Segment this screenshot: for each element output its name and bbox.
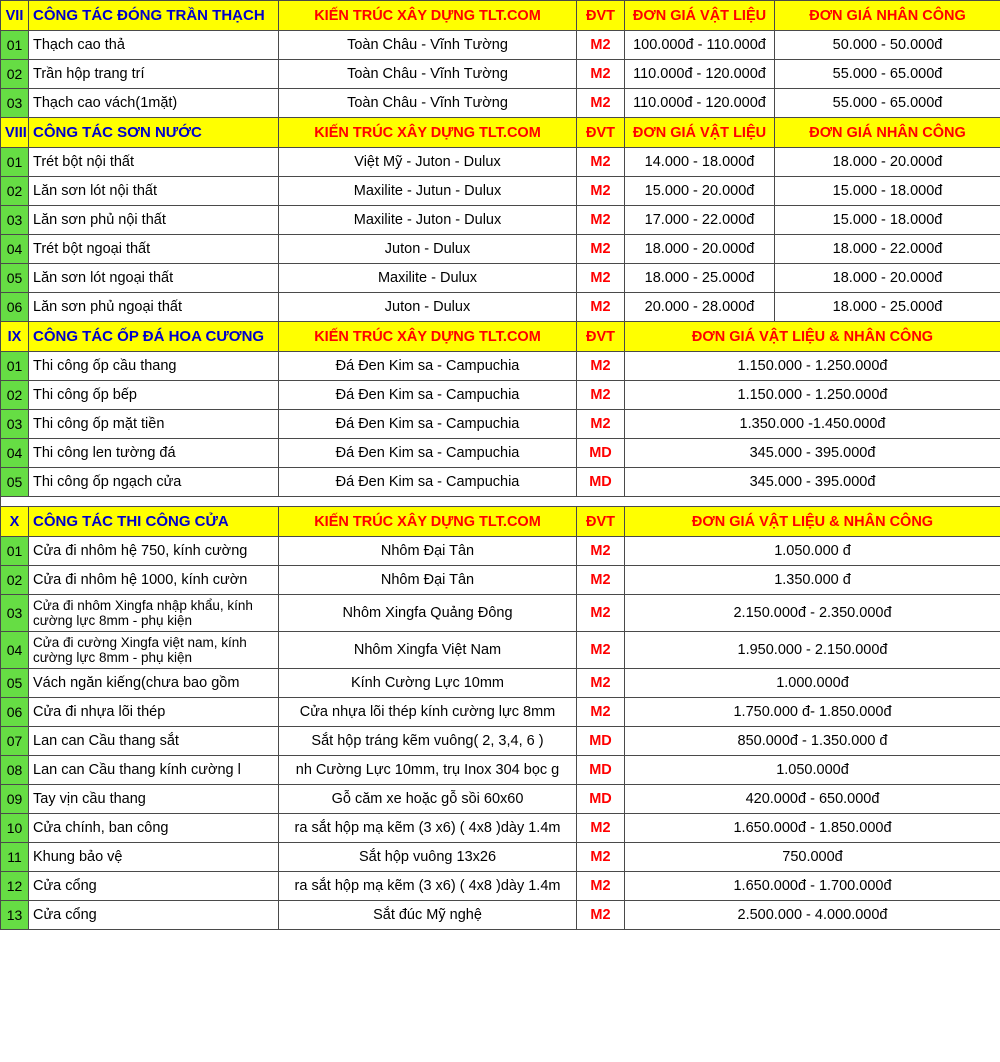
table-row bbox=[1, 814, 1000, 843]
section-brand: KIẾN TRÚC XÂY DỰNG TLT.COM bbox=[279, 507, 577, 537]
section-material-price-header: ĐƠN GIÁ VẬT LIỆU bbox=[625, 118, 775, 148]
table-row bbox=[1, 595, 1000, 632]
section-title: CÔNG TÁC ĐÓNG TRẦN THẠCH bbox=[29, 1, 279, 31]
table-row bbox=[1, 872, 1000, 901]
row-index: 04 bbox=[1, 632, 29, 669]
row-brand: Juton - Dulux bbox=[279, 293, 577, 322]
section-combined-price-header: ĐƠN GIÁ VẬT LIỆU & NHÂN CÔNG bbox=[625, 322, 1000, 352]
table-row bbox=[1, 31, 1000, 60]
row-labor-price: 18.000 - 25.000đ bbox=[775, 293, 1000, 322]
row-unit: M2 bbox=[577, 901, 625, 930]
table-row bbox=[1, 177, 1000, 206]
section-index: VIII bbox=[1, 118, 29, 148]
section-brand: KIẾN TRÚC XÂY DỰNG TLT.COM bbox=[279, 322, 577, 352]
section-brand: KIẾN TRÚC XÂY DỰNG TLT.COM bbox=[279, 1, 577, 31]
row-combined-price: 850.000đ - 1.350.000 đ bbox=[625, 727, 1000, 756]
row-item-name: Cửa đi nhôm hệ 750, kính cường bbox=[29, 537, 279, 566]
row-brand: Gỗ căm xe hoặc gỗ sồi 60x60 bbox=[279, 785, 577, 814]
row-combined-price: 1.350.000 đ bbox=[625, 566, 1000, 595]
row-brand: Toàn Châu - Vĩnh Tường bbox=[279, 31, 577, 60]
row-item-name: Lan can Cầu thang kính cường l bbox=[29, 756, 279, 785]
table-row bbox=[1, 264, 1000, 293]
row-material-price: 17.000 - 22.000đ bbox=[625, 206, 775, 235]
table-row bbox=[1, 60, 1000, 89]
row-labor-price: 18.000 - 20.000đ bbox=[775, 264, 1000, 293]
row-combined-price: 2.150.000đ - 2.350.000đ bbox=[625, 595, 1000, 632]
section-brand: KIẾN TRÚC XÂY DỰNG TLT.COM bbox=[279, 118, 577, 148]
row-item-name: Thi công len tường đá bbox=[29, 439, 279, 468]
table-row bbox=[1, 843, 1000, 872]
row-item-name: Lăn sơn lót ngoại thất bbox=[29, 264, 279, 293]
row-combined-price: 1.350.000 -1.450.000đ bbox=[625, 410, 1000, 439]
table-row bbox=[1, 698, 1000, 727]
row-combined-price: 1.050.000đ bbox=[625, 756, 1000, 785]
row-combined-price: 2.500.000 - 4.000.000đ bbox=[625, 901, 1000, 930]
row-item-name: Cửa đi cường Xingfa việt nam, kính cường lực 8mm - phụ kiện bbox=[29, 632, 279, 669]
row-index: 07 bbox=[1, 727, 29, 756]
table-row bbox=[1, 293, 1000, 322]
row-combined-price: 750.000đ bbox=[625, 843, 1000, 872]
row-unit: MD bbox=[577, 785, 625, 814]
row-index: 02 bbox=[1, 60, 29, 89]
row-item-name: Khung bảo vệ bbox=[29, 843, 279, 872]
row-unit: M2 bbox=[577, 352, 625, 381]
row-index: 05 bbox=[1, 264, 29, 293]
row-labor-price: 15.000 - 18.000đ bbox=[775, 206, 1000, 235]
row-brand: Sắt hộp vuông 13x26 bbox=[279, 843, 577, 872]
row-index: 03 bbox=[1, 410, 29, 439]
row-brand: Đá Đen Kim sa - Campuchia bbox=[279, 381, 577, 410]
table-row bbox=[1, 901, 1000, 930]
row-brand: Nhôm Xingfa Quảng Đông bbox=[279, 595, 577, 632]
row-item-name: Tay vịn cầu thang bbox=[29, 785, 279, 814]
row-index: 01 bbox=[1, 31, 29, 60]
section-unit-header: ĐVT bbox=[577, 1, 625, 31]
row-material-price: 100.000đ - 110.000đ bbox=[625, 31, 775, 60]
row-material-price: 15.000 - 20.000đ bbox=[625, 177, 775, 206]
row-material-price: 20.000 - 28.000đ bbox=[625, 293, 775, 322]
table-row bbox=[1, 352, 1000, 381]
table-row bbox=[1, 148, 1000, 177]
row-item-name: Vách ngăn kiếng(chưa bao gồm bbox=[29, 669, 279, 698]
row-material-price: 110.000đ - 120.000đ bbox=[625, 89, 775, 118]
row-combined-price: 1.650.000đ - 1.700.000đ bbox=[625, 872, 1000, 901]
row-item-name: Cửa chính, ban công bbox=[29, 814, 279, 843]
table-row bbox=[1, 235, 1000, 264]
section-material-price-header: ĐƠN GIÁ VẬT LIỆU bbox=[625, 1, 775, 31]
row-combined-price: 1.050.000 đ bbox=[625, 537, 1000, 566]
row-combined-price: 345.000 - 395.000đ bbox=[625, 468, 1000, 497]
row-brand: Toàn Châu - Vĩnh Tường bbox=[279, 89, 577, 118]
row-item-name: Lăn sơn phủ ngoại thất bbox=[29, 293, 279, 322]
row-unit: MD bbox=[577, 756, 625, 785]
row-item-name: Lăn sơn phủ nội thất bbox=[29, 206, 279, 235]
table-row bbox=[1, 468, 1000, 497]
row-brand: Maxilite - Juton - Dulux bbox=[279, 206, 577, 235]
row-unit: M2 bbox=[577, 206, 625, 235]
row-brand: ra sắt hộp mạ kẽm (3 x6) ( 4x8 )dày 1.4m bbox=[279, 814, 577, 843]
row-unit: M2 bbox=[577, 31, 625, 60]
row-brand: Toàn Châu - Vĩnh Tường bbox=[279, 60, 577, 89]
row-item-name: Thi công ốp bếp bbox=[29, 381, 279, 410]
table-row bbox=[1, 785, 1000, 814]
row-brand: nh Cường Lực 10mm, trụ Inox 304 bọc g bbox=[279, 756, 577, 785]
row-combined-price: 1.950.000 - 2.150.000đ bbox=[625, 632, 1000, 669]
row-index: 01 bbox=[1, 352, 29, 381]
table-row bbox=[1, 669, 1000, 698]
row-item-name: Thi công ốp ngạch cửa bbox=[29, 468, 279, 497]
section-header-row bbox=[1, 322, 1000, 352]
row-unit: M2 bbox=[577, 669, 625, 698]
row-item-name: Thi công ốp mặt tiền bbox=[29, 410, 279, 439]
row-index: 01 bbox=[1, 148, 29, 177]
row-unit: MD bbox=[577, 727, 625, 756]
section-labor-price-header: ĐƠN GIÁ NHÂN CÔNG bbox=[775, 118, 1000, 148]
row-index: 02 bbox=[1, 381, 29, 410]
row-brand: Sắt đúc Mỹ nghệ bbox=[279, 901, 577, 930]
row-index: 04 bbox=[1, 235, 29, 264]
row-unit: M2 bbox=[577, 293, 625, 322]
row-index: 05 bbox=[1, 468, 29, 497]
row-item-name: Cửa đi nhôm Xingfa nhập khẩu, kính cường lực 8mm - phụ kiện bbox=[29, 595, 279, 632]
table-row bbox=[1, 727, 1000, 756]
row-combined-price: 1.000.000đ bbox=[625, 669, 1000, 698]
table-row bbox=[1, 756, 1000, 785]
row-brand: Sắt hộp tráng kẽm vuông( 2, 3,4, 6 ) bbox=[279, 727, 577, 756]
section-unit-header: ĐVT bbox=[577, 322, 625, 352]
row-item-name: Lan can Cầu thang sắt bbox=[29, 727, 279, 756]
row-item-name: Trét bột nội thất bbox=[29, 148, 279, 177]
row-brand: ra sắt hộp mạ kẽm (3 x6) ( 4x8 )dày 1.4m bbox=[279, 872, 577, 901]
section-unit-header: ĐVT bbox=[577, 118, 625, 148]
row-brand: Kính Cường Lực 10mm bbox=[279, 669, 577, 698]
row-index: 12 bbox=[1, 872, 29, 901]
price-table-body bbox=[1, 1, 1000, 930]
row-unit: M2 bbox=[577, 89, 625, 118]
row-index: 04 bbox=[1, 439, 29, 468]
row-unit: M2 bbox=[577, 595, 625, 632]
row-brand: Đá Đen Kim sa - Campuchia bbox=[279, 410, 577, 439]
row-labor-price: 50.000 - 50.000đ bbox=[775, 31, 1000, 60]
spacer-cell bbox=[1, 497, 1000, 507]
row-brand: Juton - Dulux bbox=[279, 235, 577, 264]
row-unit: MD bbox=[577, 439, 625, 468]
row-unit: M2 bbox=[577, 235, 625, 264]
row-index: 06 bbox=[1, 293, 29, 322]
row-labor-price: 18.000 - 22.000đ bbox=[775, 235, 1000, 264]
table-row bbox=[1, 439, 1000, 468]
row-unit: M2 bbox=[577, 872, 625, 901]
row-material-price: 18.000 - 20.000đ bbox=[625, 235, 775, 264]
table-row bbox=[1, 206, 1000, 235]
section-header-row bbox=[1, 1, 1000, 31]
row-item-name: Thạch cao vách(1mặt) bbox=[29, 89, 279, 118]
row-labor-price: 15.000 - 18.000đ bbox=[775, 177, 1000, 206]
row-index: 03 bbox=[1, 206, 29, 235]
row-brand: Maxilite - Dulux bbox=[279, 264, 577, 293]
row-unit: M2 bbox=[577, 566, 625, 595]
section-combined-price-header: ĐƠN GIÁ VẬT LIỆU & NHÂN CÔNG bbox=[625, 507, 1000, 537]
section-title: CÔNG TÁC THI CÔNG CỬA bbox=[29, 507, 279, 537]
section-header-row bbox=[1, 118, 1000, 148]
row-item-name: Trét bột ngoại thất bbox=[29, 235, 279, 264]
row-item-name: Cửa đi nhựa lõi thép bbox=[29, 698, 279, 727]
table-row bbox=[1, 537, 1000, 566]
row-brand: Cửa nhựa lõi thép kính cường lực 8mm bbox=[279, 698, 577, 727]
row-combined-price: 420.000đ - 650.000đ bbox=[625, 785, 1000, 814]
row-index: 13 bbox=[1, 901, 29, 930]
row-brand: Đá Đen Kim sa - Campuchia bbox=[279, 352, 577, 381]
row-index: 06 bbox=[1, 698, 29, 727]
row-unit: MD bbox=[577, 468, 625, 497]
row-unit: M2 bbox=[577, 148, 625, 177]
section-header-row bbox=[1, 507, 1000, 537]
table-row bbox=[1, 381, 1000, 410]
row-unit: M2 bbox=[577, 698, 625, 727]
row-index: 03 bbox=[1, 595, 29, 632]
row-item-name: Cửa cổng bbox=[29, 901, 279, 930]
row-brand: Nhôm Đại Tân bbox=[279, 566, 577, 595]
row-combined-price: 1.650.000đ - 1.850.000đ bbox=[625, 814, 1000, 843]
row-brand: Maxilite - Jutun - Dulux bbox=[279, 177, 577, 206]
row-combined-price: 1.150.000 - 1.250.000đ bbox=[625, 381, 1000, 410]
row-index: 11 bbox=[1, 843, 29, 872]
row-labor-price: 18.000 - 20.000đ bbox=[775, 148, 1000, 177]
section-index: VII bbox=[1, 1, 29, 31]
table-row bbox=[1, 566, 1000, 595]
table-row bbox=[1, 632, 1000, 669]
section-index: X bbox=[1, 507, 29, 537]
row-brand: Đá Đen Kim sa - Campuchia bbox=[279, 439, 577, 468]
row-combined-price: 345.000 - 395.000đ bbox=[625, 439, 1000, 468]
section-title: CÔNG TÁC SƠN NƯỚC bbox=[29, 118, 279, 148]
row-index: 05 bbox=[1, 669, 29, 698]
row-unit: M2 bbox=[577, 177, 625, 206]
row-item-name: Cửa cổng bbox=[29, 872, 279, 901]
row-labor-price: 55.000 - 65.000đ bbox=[775, 60, 1000, 89]
row-unit: M2 bbox=[577, 632, 625, 669]
section-labor-price-header: ĐƠN GIÁ NHÂN CÔNG bbox=[775, 1, 1000, 31]
row-index: 02 bbox=[1, 177, 29, 206]
section-unit-header: ĐVT bbox=[577, 507, 625, 537]
section-title: CÔNG TÁC ỐP ĐÁ HOA CƯƠNG bbox=[29, 322, 279, 352]
row-index: 09 bbox=[1, 785, 29, 814]
row-labor-price: 55.000 - 65.000đ bbox=[775, 89, 1000, 118]
row-index: 08 bbox=[1, 756, 29, 785]
row-material-price: 14.000 - 18.000đ bbox=[625, 148, 775, 177]
row-item-name: Thi công ốp cầu thang bbox=[29, 352, 279, 381]
row-brand: Nhôm Xingfa Việt Nam bbox=[279, 632, 577, 669]
row-combined-price: 1.750.000 đ- 1.850.000đ bbox=[625, 698, 1000, 727]
row-unit: M2 bbox=[577, 60, 625, 89]
row-index: 10 bbox=[1, 814, 29, 843]
row-unit: M2 bbox=[577, 537, 625, 566]
row-item-name: Thạch cao thả bbox=[29, 31, 279, 60]
row-combined-price: 1.150.000 - 1.250.000đ bbox=[625, 352, 1000, 381]
row-item-name: Cửa đi nhôm hệ 1000, kính cườn bbox=[29, 566, 279, 595]
row-brand: Việt Mỹ - Juton - Dulux bbox=[279, 148, 577, 177]
row-unit: M2 bbox=[577, 814, 625, 843]
row-brand: Đá Đen Kim sa - Campuchia bbox=[279, 468, 577, 497]
row-unit: M2 bbox=[577, 843, 625, 872]
table-row bbox=[1, 410, 1000, 439]
row-unit: M2 bbox=[577, 264, 625, 293]
row-unit: M2 bbox=[577, 410, 625, 439]
row-brand: Nhôm Đại Tân bbox=[279, 537, 577, 566]
row-material-price: 18.000 - 25.000đ bbox=[625, 264, 775, 293]
row-item-name: Lăn sơn lót nội thất bbox=[29, 177, 279, 206]
row-material-price: 110.000đ - 120.000đ bbox=[625, 60, 775, 89]
spacer-row bbox=[1, 497, 1000, 507]
section-index: IX bbox=[1, 322, 29, 352]
row-item-name: Trần hộp trang trí bbox=[29, 60, 279, 89]
row-index: 02 bbox=[1, 566, 29, 595]
row-index: 01 bbox=[1, 537, 29, 566]
table-row bbox=[1, 89, 1000, 118]
row-unit: M2 bbox=[577, 381, 625, 410]
row-index: 03 bbox=[1, 89, 29, 118]
